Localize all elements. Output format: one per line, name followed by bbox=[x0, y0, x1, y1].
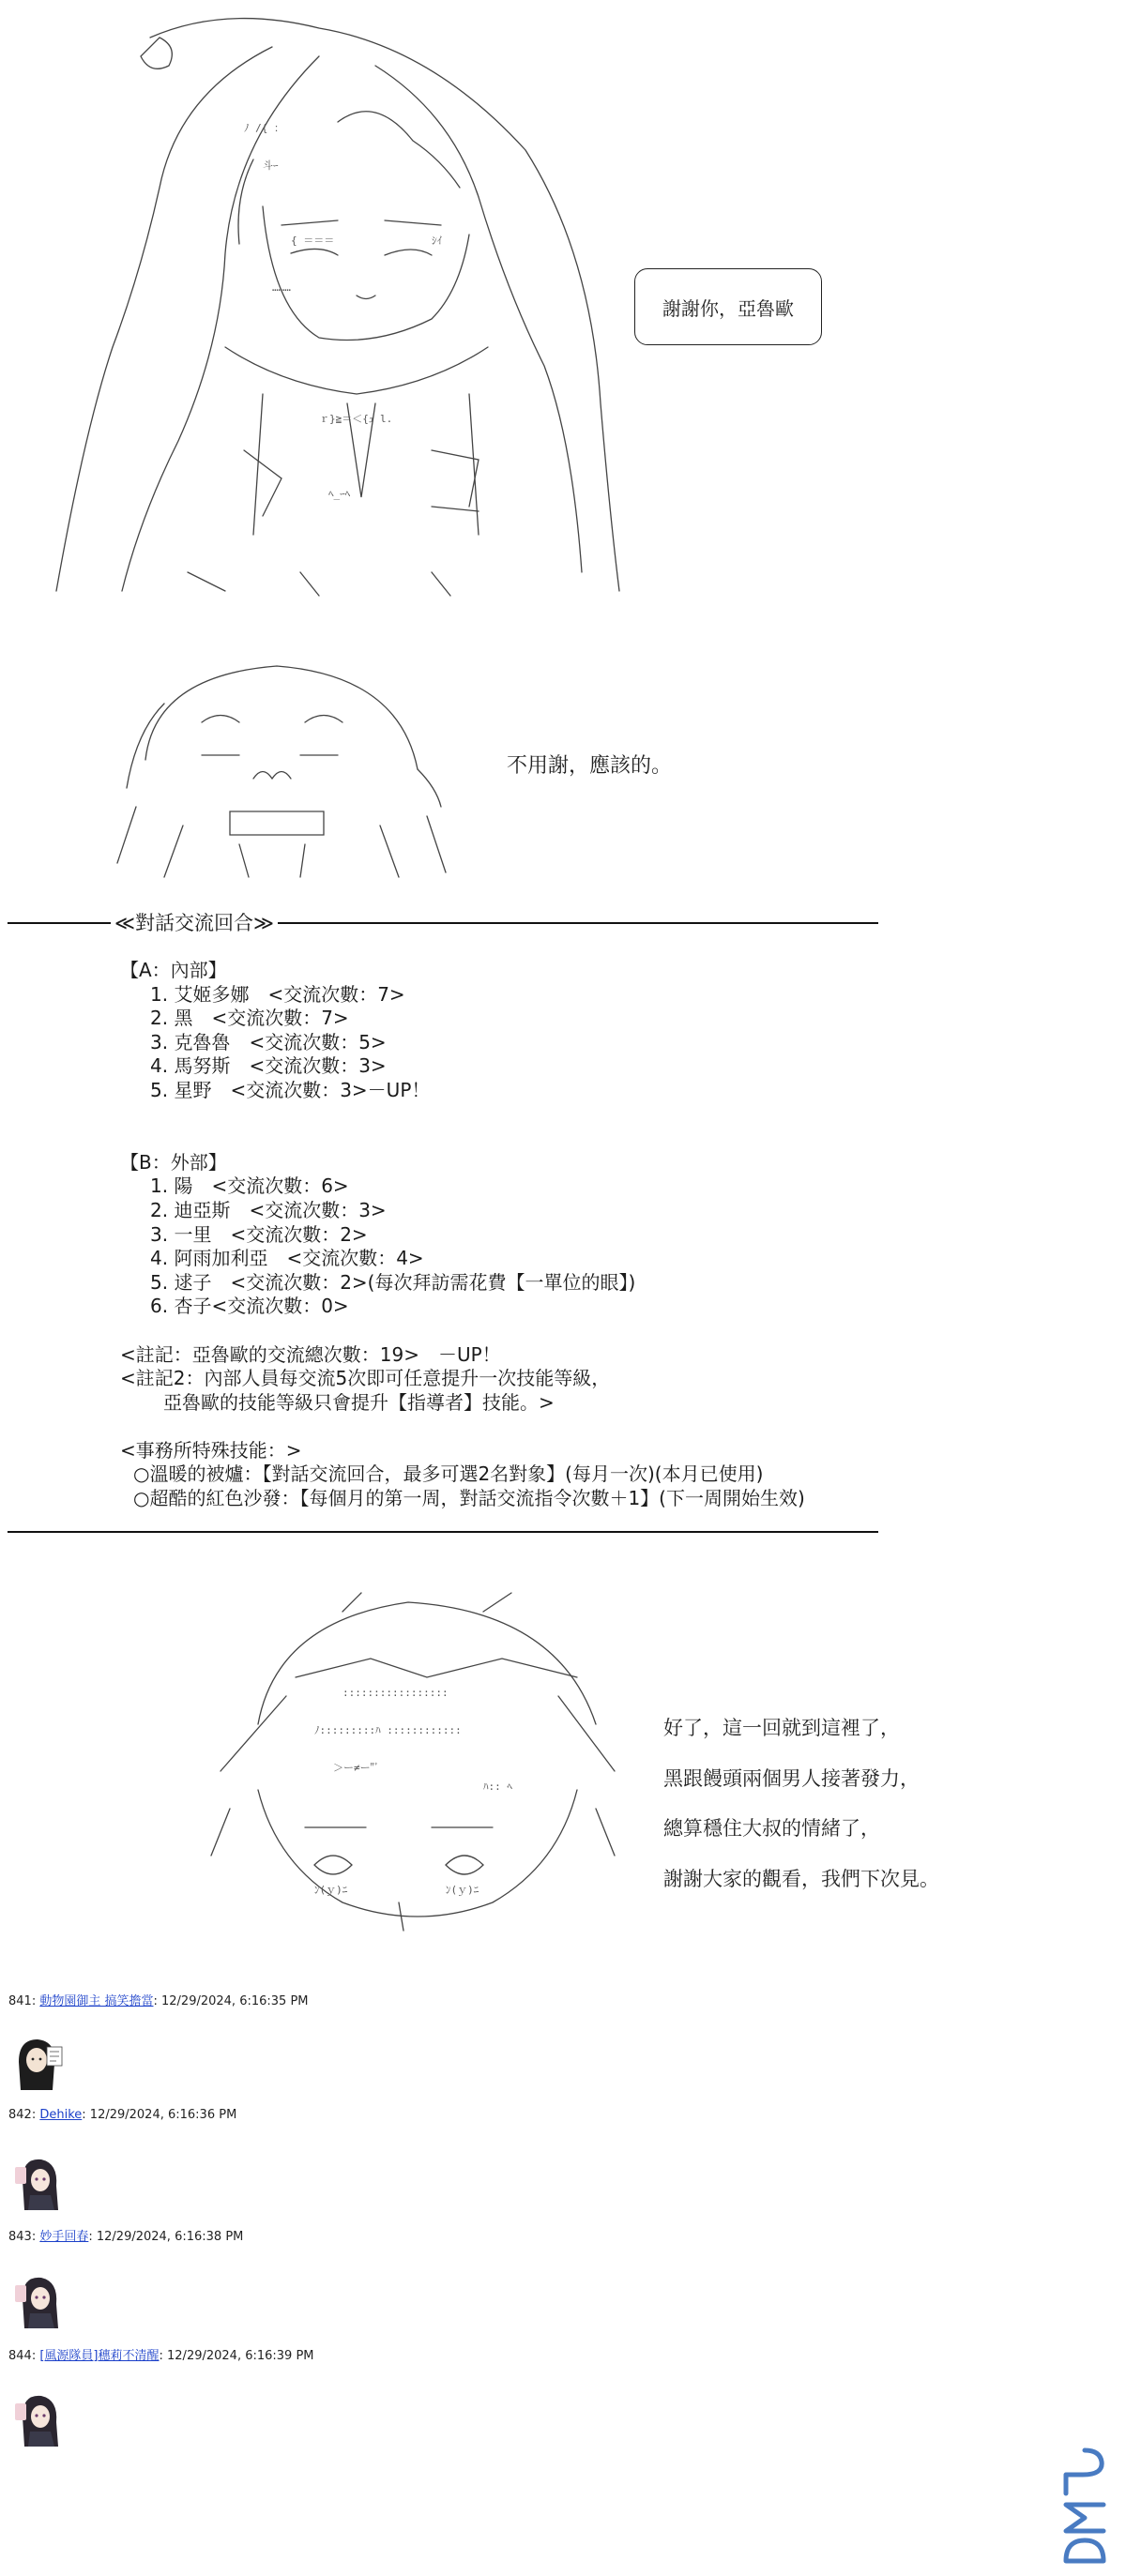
post-number: 844 bbox=[8, 2349, 32, 2363]
closing-line: 好了，這一回就到這裡了， bbox=[663, 1717, 900, 1739]
post-user-link[interactable]: 妙手回春 bbox=[39, 2230, 89, 2244]
section-divider-bottom bbox=[8, 1531, 878, 1533]
post-user-link[interactable]: [風源隊員]穗莉不清醒 bbox=[39, 2349, 160, 2363]
speech-line-manju: 不用謝，應該的。 bbox=[507, 754, 673, 778]
post-user-link[interactable]: Dehike bbox=[39, 2108, 83, 2122]
post-header: 842: Dehike: 12/29/2024, 6:16:36 PM bbox=[8, 2108, 237, 2122]
avatar bbox=[9, 2272, 64, 2330]
round-title: ≪對話交流回合≫ bbox=[111, 908, 278, 936]
dm5-watermark-icon bbox=[1057, 2439, 1113, 2570]
svg-text:ﾍ_ｰﾍ: ﾍ_ｰﾍ bbox=[328, 488, 351, 500]
svg-text:＞ー≠ー"ﾞ: ＞ー≠ー"ﾞ bbox=[333, 1762, 380, 1774]
note-line: <註記2：內部人員每交流5次即可任意提升一次技能等級， bbox=[120, 1367, 611, 1390]
skill-line: ○溫暖的被爐：【對話交流回合，最多可選2名對象】(每月一次)(本月已使用) bbox=[133, 1462, 764, 1486]
post-datetime: 12/29/2024, 6:16:39 PM bbox=[167, 2349, 314, 2363]
post-number: 841 bbox=[8, 1994, 32, 2008]
svg-text:………: ……… bbox=[272, 281, 291, 294]
svg-text:ﾝ(ｙ)ﾆ: ﾝ(ｙ)ﾆ bbox=[314, 1884, 348, 1896]
list-item: 2. 迪亞斯 <交流次數：3> bbox=[150, 1198, 387, 1221]
list-item: 4. 馬努斯 <交流次數：3> bbox=[150, 1054, 387, 1078]
svg-text:ﾉ:::::::::ﾊ ::::::::::::: ﾉ:::::::::ﾊ :::::::::::: bbox=[314, 1724, 462, 1736]
avatar bbox=[9, 2154, 64, 2212]
closing-line: 謝謝大家的觀看，我們下次見。 bbox=[663, 1867, 939, 1890]
list-item: 1. 艾姬多娜 <交流次數：7> bbox=[150, 982, 405, 1006]
ascii-art-character-2 bbox=[202, 1583, 633, 1940]
svg-text:ｒ}≧＝＜{ｭ l.: ｒ}≧＝＜{ｭ l. bbox=[319, 413, 393, 425]
post-user-link[interactable]: 動物園御主 搞笑擔當 bbox=[39, 1994, 154, 2008]
round-info bbox=[120, 959, 805, 1511]
skills-header: <事務所特殊技能：> bbox=[120, 1438, 302, 1462]
avatar bbox=[9, 2034, 64, 2092]
svg-text:ﾊ:: ﾍ: ﾊ:: ﾍ bbox=[483, 1780, 512, 1793]
ascii-art-manju-face bbox=[99, 647, 455, 882]
svg-text::::::::::::::::::: ::::::::::::::::: bbox=[342, 1687, 449, 1699]
post-header: 844: [風源隊員]穗莉不清醒: 12/29/2024, 6:16:39 PM bbox=[8, 2349, 314, 2363]
section-a-header: 【A：內部】 bbox=[120, 959, 227, 981]
speech-bubble bbox=[634, 268, 822, 345]
list-item: 1. 陽 <交流次數：6> bbox=[150, 1174, 349, 1198]
list-item: 3. 一里 <交流次數：2> bbox=[150, 1222, 368, 1246]
closing-line: 總算穩住大叔的情緒了， bbox=[663, 1817, 880, 1841]
svg-text:斗ｰ: 斗ｰ bbox=[263, 159, 279, 172]
list-item: 3. 克魯魯 <交流次數：5> bbox=[150, 1030, 387, 1053]
list-item: 5. 逑子 <交流次數：2>(每次拜訪需花費【一單位的眼】) bbox=[150, 1270, 636, 1294]
post-datetime: 12/29/2024, 6:16:35 PM bbox=[161, 1994, 309, 2008]
note-line: <註記：亞魯歐的交流總次數：19> －UP！ bbox=[120, 1342, 501, 1366]
post-header: 843: 妙手回春: 12/29/2024, 6:16:38 PM bbox=[8, 2230, 244, 2244]
closing-line: 黑跟饅頭兩個男人接著發力， bbox=[663, 1766, 920, 1790]
closing-text bbox=[663, 1704, 939, 1904]
svg-text:{ ＝＝＝: { ＝＝＝ bbox=[291, 235, 335, 247]
svg-text:ｼｲ: ｼｲ bbox=[432, 235, 442, 247]
list-item: 4. 阿雨加利亞 <交流次數：4> bbox=[150, 1247, 424, 1270]
skill-line: ○超酷的紅色沙發：【每個月的第一周，對話交流指令次數＋1】(下一周開始生效) bbox=[133, 1487, 805, 1510]
post-datetime: 12/29/2024, 6:16:36 PM bbox=[89, 2108, 237, 2122]
list-item: 2. 黑 <交流次數：7> bbox=[150, 1007, 349, 1030]
list-item: 6. 杏子<交流次數：0> bbox=[150, 1295, 349, 1318]
bubble-text: 謝謝你，亞魯歐 bbox=[662, 296, 794, 320]
post-datetime: 12/29/2024, 6:16:38 PM bbox=[96, 2230, 244, 2244]
list-item: 5. 星野 <交流次數：3>－UP！ bbox=[150, 1078, 431, 1101]
ascii-art-character-1 bbox=[38, 9, 638, 610]
note-line: 亞魯歐的技能等級只會提升【指導者】技能。> bbox=[163, 1390, 555, 1414]
post-number: 843 bbox=[8, 2230, 32, 2244]
post-number: 842 bbox=[8, 2108, 32, 2122]
avatar bbox=[9, 2390, 64, 2448]
svg-text:ﾝ(ｙ)ﾆ: ﾝ(ｙ)ﾆ bbox=[446, 1884, 479, 1896]
svg-text:ﾉ /{ ：: ﾉ /{ ： bbox=[244, 122, 284, 134]
post-header: 841: 動物園御主 搞笑擔當: 12/29/2024, 6:16:35 PM bbox=[8, 1994, 309, 2008]
section-b-header: 【B：外部】 bbox=[120, 1150, 227, 1174]
